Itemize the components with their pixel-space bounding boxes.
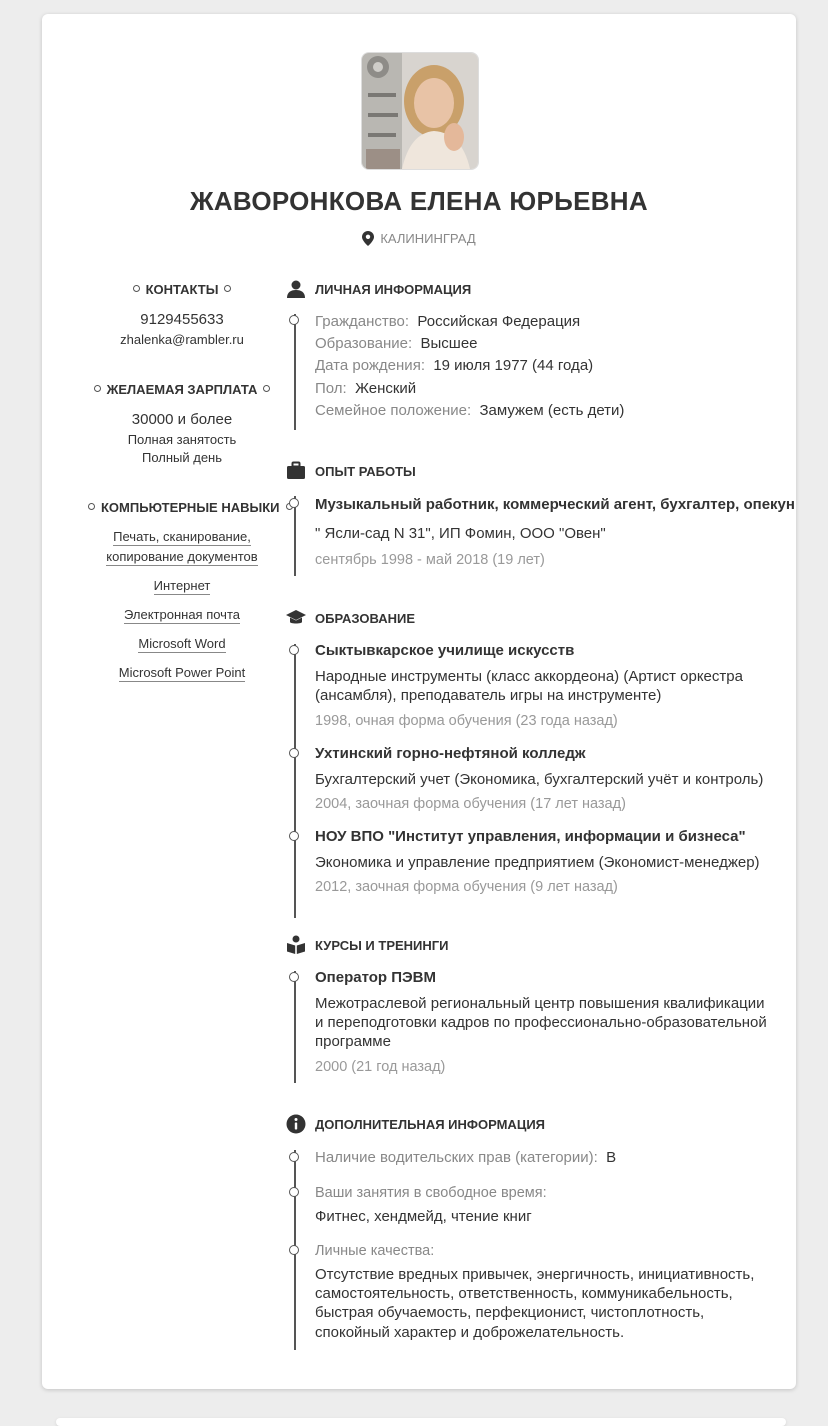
book-reader-icon — [286, 935, 306, 955]
courses-heading: КУРСЫ И ТРЕНИНГИ — [315, 938, 449, 953]
bullet-icon — [263, 385, 270, 392]
timeline-dot — [289, 1245, 299, 1255]
map-pin-icon — [362, 231, 374, 246]
bullet-icon — [88, 503, 95, 510]
skills-heading: КОМПЬЮТЕРНЫЕ НАВЫКИ — [82, 500, 282, 515]
personal-info-heading: ЛИЧНАЯ ИНФОРМАЦИЯ — [315, 282, 472, 297]
salary-heading: ЖЕЛАЕМАЯ ЗАРПЛАТА — [82, 382, 282, 397]
driving-license-row: Наличие водительских прав (категории): B — [315, 1149, 617, 1166]
qualities-label: Личные качества: — [315, 1243, 435, 1259]
school-name: НОУ ВПО "Институт управления, информации и бизнеса" — [315, 828, 746, 845]
qualities-text: самостоятельность, ответственность, коммуникабельность, — [315, 1285, 733, 1302]
timeline-dot — [289, 645, 299, 655]
birthdate-row: Дата рождения: 19 июля 1977 (44 года) — [315, 357, 594, 374]
salary-amount: 30000 и более — [131, 411, 233, 428]
course-description: Межотраслевой региональный центр повышения квалификации — [315, 995, 765, 1012]
work-schedule: Полный день — [141, 450, 223, 465]
education-level-row: Образование: Высшее — [315, 335, 478, 352]
timeline-dot — [289, 1152, 299, 1162]
skill-item[interactable]: Электронная почта — [123, 607, 240, 622]
timeline-dot — [289, 972, 299, 982]
hobby-label: Ваши занятия в свободное время: — [315, 1185, 547, 1201]
citizenship-row: Гражданство: Российская Федерация — [315, 313, 581, 330]
qualities-text: спокойный характер и доброжелательность. — [315, 1324, 625, 1341]
marital-status-row: Семейное положение: Замужем (есть дети) — [315, 402, 625, 419]
skill-item[interactable]: копирование документов — [106, 549, 258, 564]
info-icon — [286, 1114, 306, 1134]
school-specialty: (ансамбля), преподаватель игры на инструменте) — [315, 687, 662, 704]
hobby-value: Фитнес, хендмейд, чтение книг — [315, 1208, 532, 1225]
school-specialty: Бухгалтерский учет (Экономика, бухгалтерский учёт и контроль) — [315, 771, 764, 788]
bullet-icon — [224, 285, 231, 292]
employment-type: Полная занятость — [127, 432, 237, 447]
bullet-icon — [94, 385, 101, 392]
skill-item[interactable]: Интернет — [153, 578, 211, 593]
bullet-icon — [133, 285, 140, 292]
location — [42, 231, 796, 246]
contacts-heading: КОНТАКТЫ — [82, 282, 282, 297]
school-specialty: Экономика и управление предприятием (Экономист-менеджер) — [315, 854, 760, 871]
work-experience-heading: ОПЫТ РАБОТЫ — [315, 464, 416, 479]
course-name: Оператор ПЭВМ — [315, 969, 436, 986]
city-label: КАЛИНИНГРАД — [380, 231, 476, 246]
briefcase-icon — [286, 461, 306, 481]
resume-card — [42, 14, 796, 1389]
qualities-text: Отсутствие вредных привычек, энергичность, инициативность, — [315, 1266, 755, 1283]
timeline-line — [294, 644, 296, 918]
job-period: сентябрь 1998 - май 2018 (19 лет) — [315, 552, 545, 568]
course-meta: 2000 (21 год назад) — [315, 1059, 446, 1075]
job-company: " Ясли-сад N 31", ИП Фомин, ООО "Овен" — [315, 525, 606, 542]
skill-item[interactable]: Microsoft Power Point — [118, 665, 246, 680]
school-name: Сыктывкарское училище искусств — [315, 642, 575, 659]
graduation-cap-icon — [286, 608, 306, 628]
course-description: программе — [315, 1033, 391, 1050]
timeline-dot — [289, 748, 299, 758]
timeline-line — [294, 971, 296, 1083]
timeline-line — [294, 314, 296, 430]
skill-item[interactable]: Печать, сканирование, — [113, 529, 251, 544]
qualities-text: быстрая обучаемость, перфекционист, чистоплотность, — [315, 1304, 705, 1321]
timeline-dot — [289, 498, 299, 508]
timeline-line — [294, 496, 296, 576]
skill-item[interactable]: Microsoft Word — [138, 636, 226, 651]
candidate-name: ЖАВОРОНКОВА ЕЛЕНА ЮРЬЕВНА — [190, 186, 648, 216]
portrait-image — [362, 53, 478, 169]
school-specialty: Народные инструменты (класс аккордеона) (Артист оркестра — [315, 668, 743, 685]
timeline-dot — [289, 315, 299, 325]
additional-info-heading: ДОПОЛНИТЕЛЬНАЯ ИНФОРМАЦИЯ — [315, 1117, 546, 1132]
gender-row: Пол: Женский — [315, 380, 417, 397]
course-description: и переподготовки кадров по профессионально-образовательной — [315, 1014, 767, 1031]
timeline-dot — [289, 831, 299, 841]
education-heading: ОБРАЗОВАНИЕ — [315, 611, 415, 626]
phone: 9129455633 — [140, 311, 224, 328]
school-meta: 2004, заочная форма обучения (17 лет назад) — [315, 796, 626, 812]
profile-photo — [361, 52, 479, 170]
school-meta: 1998, очная форма обучения (23 года назад) — [315, 713, 618, 729]
email: zhalenka@rambler.ru — [120, 332, 244, 347]
job-position: Музыкальный работник, коммерческий агент, бухгалтер, опекун — [315, 496, 795, 513]
next-page-edge — [56, 1418, 786, 1426]
timeline-dot — [289, 1187, 299, 1197]
school-name: Ухтинский горно-нефтяной колледж — [315, 745, 586, 762]
school-meta: 2012, заочная форма обучения (9 лет назад) — [315, 879, 618, 895]
user-icon — [286, 279, 306, 299]
